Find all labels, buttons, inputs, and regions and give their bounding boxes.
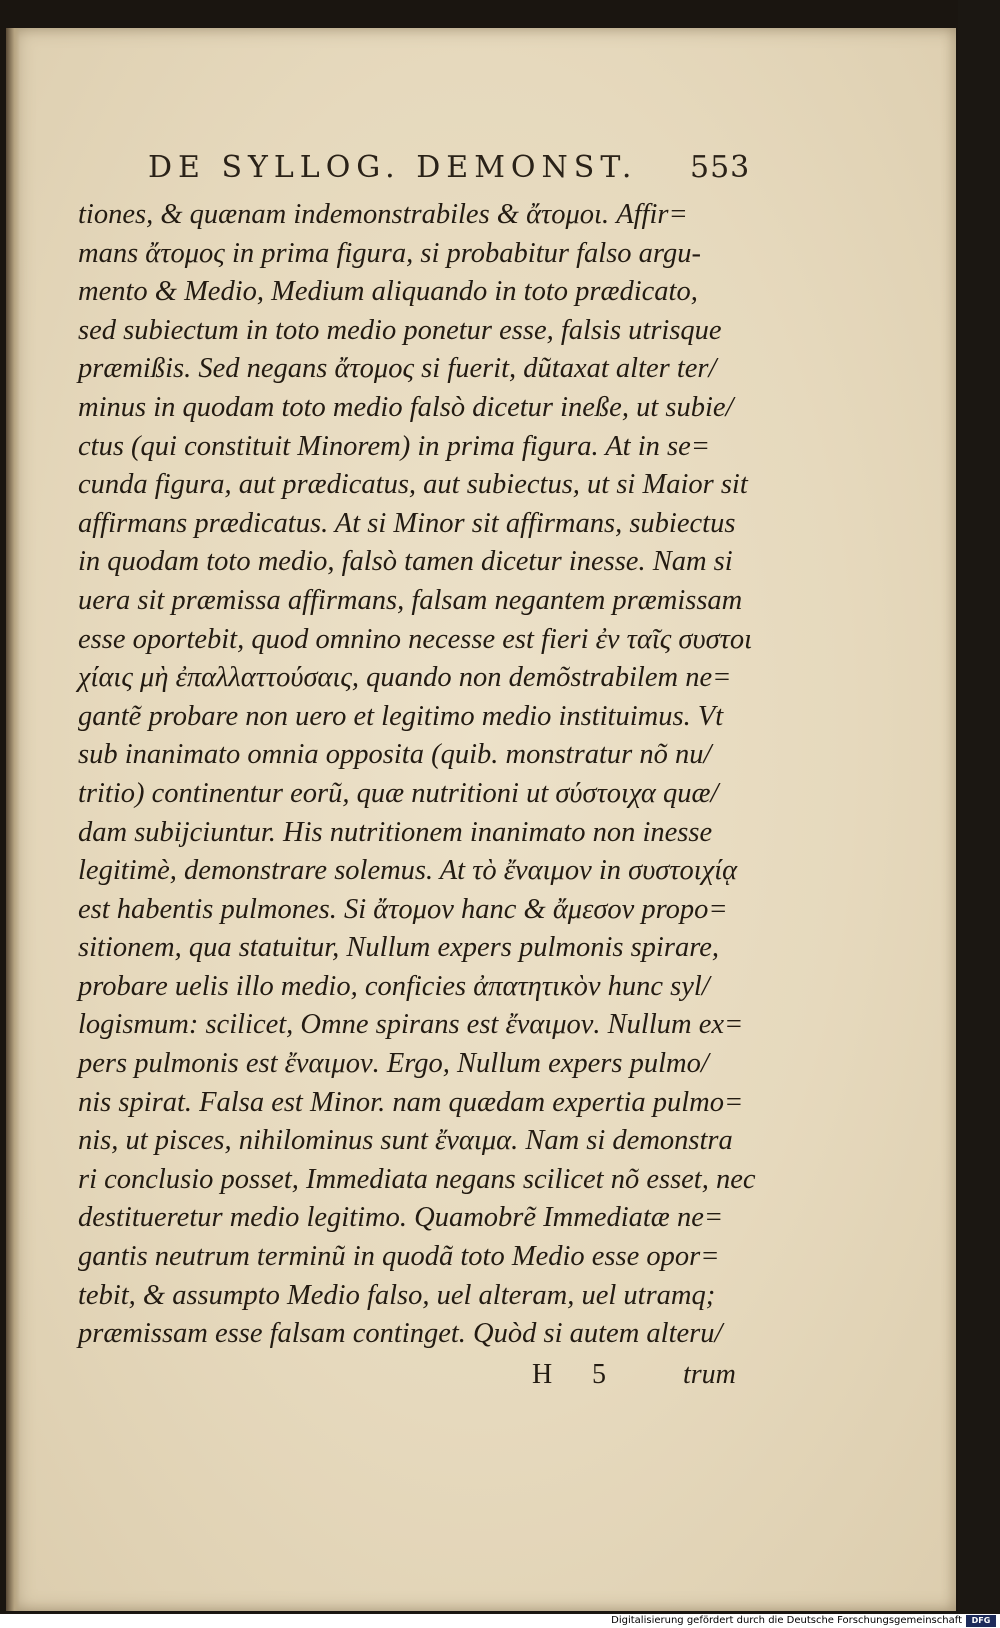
text-line: nis spirat. Falsa est Minor. nam quædam expertia pulmo= — [78, 1086, 744, 1118]
text-line: in quodam toto medio, falsò tamen dicetur inesse. Nam si — [78, 546, 733, 578]
text-line: mento & Medio, Medium aliquando in toto prædicato, — [78, 276, 698, 308]
text-line: legitimè, demonstrare solemus. At τὸ ἔναιμον in συστοιχίᾳ — [78, 855, 738, 887]
text-line: sub inanimato omnia opposita (quib. monstratur nõ nu/ — [78, 739, 712, 771]
signature-mark-number: 5 — [592, 1359, 606, 1390]
text-line: præmißis. Sed negans ἄτομος si fuerit, dũtaxat alter ter/ — [78, 353, 717, 385]
text-line: destitueretur medio legitimo. Quamobrẽ Immediatæ ne= — [78, 1202, 724, 1234]
text-line: logismum: scilicet, Omne spirans est ἔναιμον. Nullum ex= — [78, 1009, 744, 1041]
text-line: dam subijciuntur. His nutritionem inanimato non inesse — [78, 816, 713, 848]
text-line: cunda figura, aut prædicatus, aut subiectus, ut si Maior sit — [78, 469, 748, 501]
text-line: gantis neutrum terminũ in quodã toto Medio esse opor= — [78, 1241, 720, 1273]
text-line: affirmans prædicatus. At si Minor sit affirmans, subiectus — [78, 507, 736, 539]
text-line: sed subiectum in toto medio ponetur esse, falsis utrisque — [78, 314, 722, 346]
text-line: ctus (qui constituit Minorem) in prima figura. At in se= — [78, 430, 710, 462]
text-line: esse oportebit, quod omnino necesse est fieri ἐν ταῖς συστοι — [78, 623, 752, 655]
text-line: probare uelis illo medio, conficies ἀπατητικὸν hunc syl/ — [78, 970, 710, 1002]
text-line: gantẽ probare non uero et legitimo medio instituimus. Vt — [78, 700, 724, 732]
signature-mark-letter: H — [532, 1359, 553, 1390]
text-line: tebit, & assumpto Medio falso, uel alteram, uel utramq; — [78, 1279, 716, 1311]
catchword: trum — [683, 1359, 736, 1390]
text-line: sitionem, qua statuitur, Nullum expers pulmonis spirare, — [78, 932, 719, 964]
text-line: uera sit præmissa affirmans, falsam negantem præmissam — [78, 584, 743, 616]
text-line: χίαις μὴ ἐπαλλαττούσαις, quando non demõstrabilem ne= — [78, 662, 732, 694]
text-line: mans ἄτομος in prima figura, si probabitur falso argu- — [78, 237, 701, 269]
page-gutter — [6, 28, 20, 1611]
footer-credit: Digitalisierung gefördert durch die Deutsche Forschungsgemeinschaft — [611, 1615, 962, 1626]
running-head — [0, 150, 958, 190]
text-line: tiones, & quænam indemonstrabiles & ἄτομοι. Affir= — [78, 199, 688, 230]
page-number: 553 — [690, 150, 751, 185]
text-line: ri conclusio posset, Immediata negans scilicet nõ esset, nec — [78, 1163, 756, 1195]
text-line: præmissam esse falsam continget. Quòd si autem alteru/ — [78, 1318, 723, 1350]
text-line: nis, ut pisces, nihilominus sunt ἔναιμα. Nam si demonstra — [78, 1125, 733, 1157]
text-line: tritio) continentur eorũ, quæ nutritioni ut σύστοιχα quæ/ — [78, 777, 719, 809]
body-text — [78, 196, 768, 1354]
text-line: pers pulmonis est ἔναιμον. Ergo, Nullum expers pulmo/ — [78, 1048, 709, 1080]
digitization-footer — [0, 1614, 1000, 1628]
running-head-title: DE SYLLOG. DEMONST. — [148, 150, 638, 185]
text-line: est habentis pulmones. Si ἄτομον hanc & ἄμεσον propo= — [78, 893, 728, 925]
text-line: minus in quodam toto medio falsò dicetur ineße, ut subie/ — [78, 391, 734, 423]
dfg-logo: DFG — [966, 1615, 996, 1627]
